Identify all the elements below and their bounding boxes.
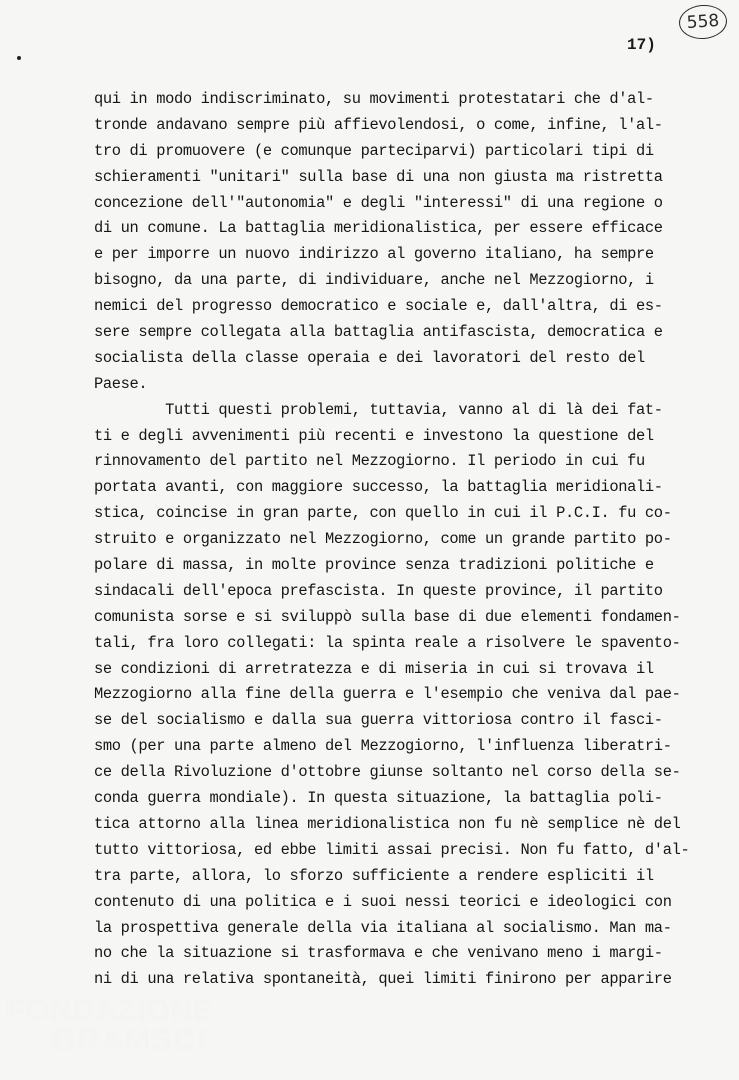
text-line: Mezzogiorno alla fine della guerra e l'esempio che veniva dal pae- xyxy=(94,685,681,704)
text-line: la prospettiva generale della via italiana al socialismo. Man ma- xyxy=(94,918,672,937)
text-line: di un comune. La battaglia meridionalistica, per essere efficace xyxy=(94,219,663,238)
watermark-line-2: GRAMSCI xyxy=(52,1024,208,1057)
watermark-line-1: FONDAZIONE xyxy=(6,994,215,1027)
text-line: struito e organizzato nel Mezzogiorno, come un grande partito po- xyxy=(94,530,672,549)
text-line: tronde andavano sempre più affievolendosi, o come, infine, l'al- xyxy=(94,115,663,134)
text-line: conda guerra mondiale). In questa situazione, la battaglia poli- xyxy=(94,789,663,808)
text-line: schieramenti "unitari" sulla base di una non giusta ma ristretta xyxy=(94,167,663,186)
text-line: no che la situazione si trasformava e che venivano meno i margi- xyxy=(94,944,663,963)
text-line: polare di massa, in molte province senza tradizioni politiche e xyxy=(94,556,654,575)
text-line: smo (per una parte almeno del Mezzogiorno, l'influenza liberatri- xyxy=(94,737,672,756)
text-line: tica attorno alla linea meridionalistica non fu nè semplice nè del xyxy=(94,814,681,833)
text-line: portata avanti, con maggiore successo, la battaglia meridionali- xyxy=(94,478,663,497)
text-line: socialista della classe operaia e dei lavoratori del resto del xyxy=(94,348,645,367)
text-line: Paese. xyxy=(94,374,148,393)
foundation-watermark xyxy=(6,996,214,1056)
text-line: qui in modo indiscriminato, su movimenti protestatari che d'al- xyxy=(94,90,654,108)
text-line: ce della Rivoluzione d'ottobre giunse soltanto nel corso della se- xyxy=(94,763,681,782)
typewritten-text-body xyxy=(94,87,694,993)
text-line: sindacali dell'epoca prefascista. In queste province, il partito xyxy=(94,581,663,600)
text-line: ti e degli avvenimenti più recenti e investono la questione del xyxy=(94,426,654,445)
text-line: tali, fra loro collegati: la spinta reale a risolvere le spavento- xyxy=(94,633,681,652)
text-line: tutto vittoriosa, ed ebbe limiti assai precisi. Non fu fatto, d'al- xyxy=(94,840,690,859)
text-line: rinnovamento del partito nel Mezzogiorno. Il periodo in cui fu xyxy=(94,452,645,471)
text-line: stica, coincise in gran parte, con quello in cui il P.C.I. fu co- xyxy=(94,504,672,523)
text-line: tro di promuovere (e comunque parteciparvi) particolari tipi di xyxy=(94,141,654,160)
text-line: comunista sorse e si sviluppò sulla base di due elementi fondamen- xyxy=(94,607,681,626)
text-line: concezione dell'"autonomia" e degli "interessi" di una regione o xyxy=(94,193,663,212)
text-line: nemici del progresso democratico e sociale e, dall'altra, di es- xyxy=(94,297,663,316)
text-line: ni di una relativa spontaneità, quei limiti finirono per apparire xyxy=(94,970,672,989)
text-line: se condizioni di arretratezza e di miseria in cui si trovava il xyxy=(94,659,654,678)
margin-dot xyxy=(17,56,21,60)
text-line: bisogno, da una parte, di individuare, anche nel Mezzogiorno, i xyxy=(94,271,654,290)
text-line: contenuto di una politica e i suoi nessi teorici e ideologici con xyxy=(94,892,672,911)
text-line: e per imporre un nuovo indirizzo al governo italiano, ha sempre xyxy=(94,245,654,264)
page-number: 17) xyxy=(627,36,656,54)
text-line: se del socialismo e dalla sua guerra vittoriosa contro il fasci- xyxy=(94,711,663,730)
text-line: sere sempre collegata alla battaglia antifascista, democratica e xyxy=(94,323,663,342)
text-line: tra parte, allora, lo sforzo sufficiente a rendere espliciti il xyxy=(94,866,654,885)
archive-number-stamp: 558 xyxy=(678,3,728,40)
text-line: Tutti questi problemi, tuttavia, vanno al di là dei fat- xyxy=(94,400,663,419)
